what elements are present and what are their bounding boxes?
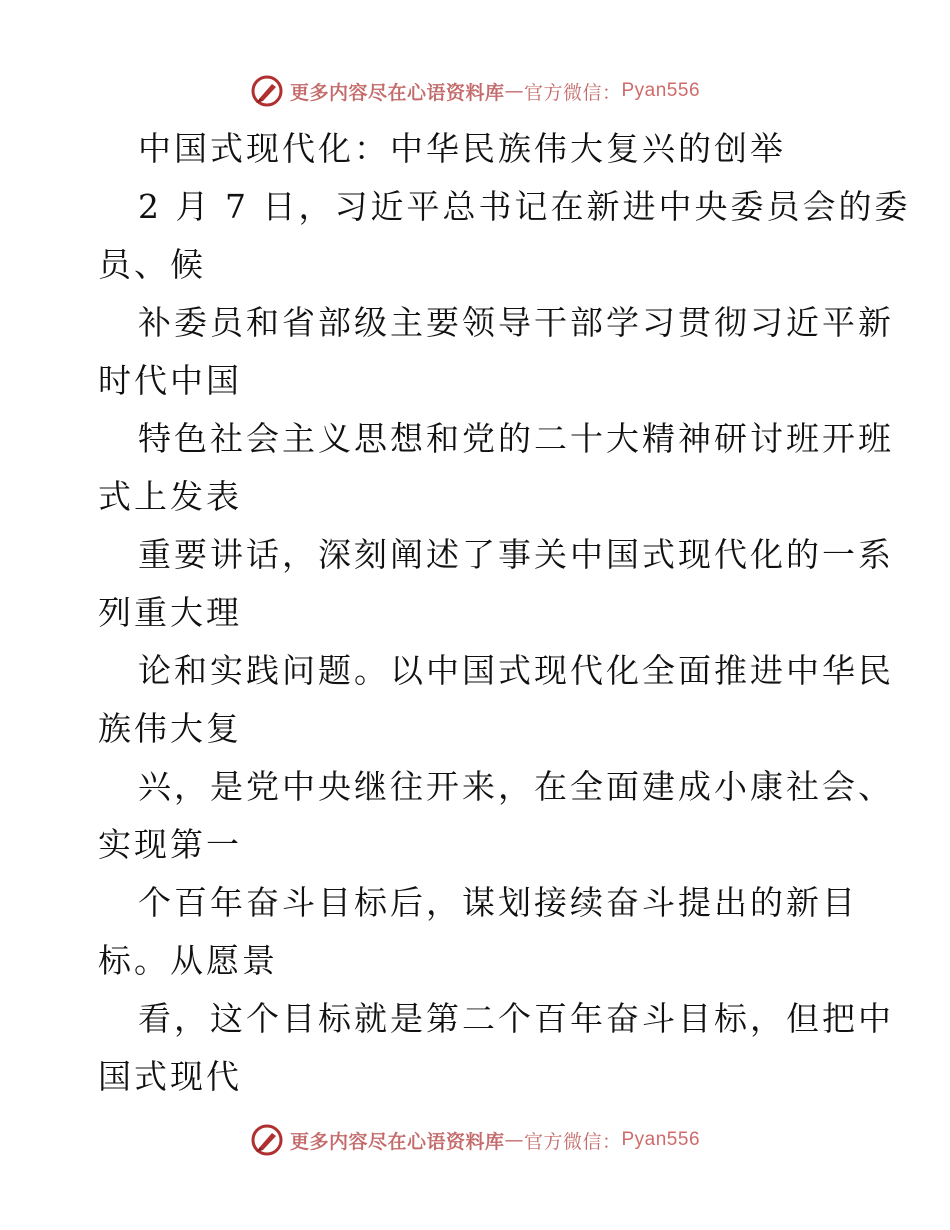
text-line: 国式现代 bbox=[98, 1057, 242, 1096]
banner-separator: — bbox=[504, 1129, 524, 1151]
banner-sub-text: 官方微信： bbox=[523, 81, 622, 104]
text-line: 实现第一 bbox=[98, 825, 242, 864]
text-line: 重要讲话，深刻阐述了事关中国式现代化的一系 bbox=[138, 535, 894, 574]
text-line: 论和实践问题。以中国式现代化全面推进中华民 bbox=[138, 651, 894, 690]
header-watermark-banner bbox=[0, 71, 950, 111]
text-line: 看，这个目标就是第二个百年奋斗目标，但把中 bbox=[138, 999, 894, 1038]
text-line: 兴，是党中央继往开来，在全面建成小康社会、 bbox=[138, 767, 894, 806]
banner-main-text: 更多内容尽在心语资料库 bbox=[289, 1130, 505, 1153]
banner-main-text: 更多内容尽在心语资料库 bbox=[289, 81, 505, 104]
text-line: 员、候 bbox=[98, 245, 206, 284]
pen-circle-logo-icon bbox=[250, 74, 284, 108]
text-line: 式上发表 bbox=[98, 477, 242, 516]
banner-wechat-id: Pyan556 bbox=[621, 1129, 701, 1150]
text-line: 补委员和省部级主要领导干部学习贯彻习近平新 bbox=[138, 303, 894, 342]
footer-watermark-banner bbox=[0, 1120, 950, 1160]
text-line: 标。从愿景 bbox=[98, 941, 278, 980]
text-line: 个百年奋斗目标后，谋划接续奋斗提出的新目 bbox=[138, 883, 858, 922]
document-body bbox=[98, 120, 911, 1106]
banner-sub-text: 官方微信： bbox=[523, 1130, 622, 1153]
text-line: 特色社会主义思想和党的二十大精神研讨班开班 bbox=[138, 419, 894, 458]
text-line: 族伟大复 bbox=[98, 709, 242, 748]
banner-wechat-id: Pyan556 bbox=[621, 80, 701, 101]
text-line: 2 月 7 日，习近平总书记在新进中央委员会的委 bbox=[138, 187, 911, 226]
text-line: 时代中国 bbox=[98, 361, 242, 400]
text-line: 列重大理 bbox=[98, 593, 242, 632]
banner-separator: — bbox=[504, 80, 524, 102]
document-title: 中国式现代化：中华民族伟大复兴的创举 bbox=[138, 129, 786, 168]
pen-circle-logo-icon bbox=[250, 1123, 284, 1157]
